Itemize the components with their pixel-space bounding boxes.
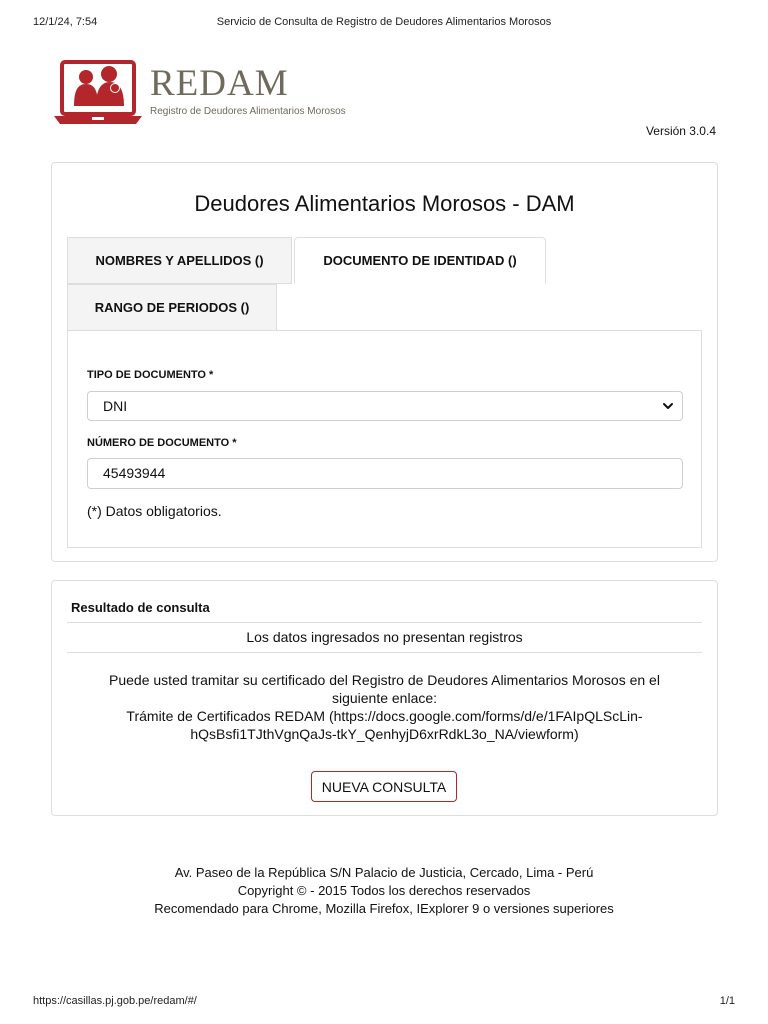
- logo-title: REDAM: [150, 63, 289, 104]
- footer-browser-note: Recomendado para Chrome, Mozilla Firefox, IExplorer 9 o versiones superiores: [154, 901, 614, 916]
- tipo-documento-label: TIPO DE DOCUMENTO *: [87, 369, 214, 381]
- print-header: [0, 16, 768, 30]
- redam-logo[interactable]: [52, 60, 352, 128]
- print-page-number: 1/1: [719, 995, 735, 1007]
- tab-rango-periodos[interactable]: [67, 284, 277, 331]
- certificate-link[interactable]: Trámite de Certificados REDAM (https://docs.google.com/forms/d/e/1FAIpQLScLin-hQsBsfi1TJthVgnQaJs-tkY_QenhyjD6xrRdkL3o_NA/viewform): [126, 708, 643, 742]
- footer-address: Av. Paseo de la República S/N Palacio de Justicia, Cercado, Lima - Perú: [174, 865, 594, 880]
- site-footer: [0, 864, 768, 918]
- numero-documento-label: NÚMERO DE DOCUMENTO *: [87, 437, 237, 449]
- required-fields-note: (*) Datos obligatorios.: [87, 503, 222, 519]
- print-url: https://casillas.pj.gob.pe/redam/#/: [33, 995, 197, 1007]
- numero-documento-value: 45493944: [103, 465, 166, 481]
- version-label: Versión 3.0.4: [645, 124, 716, 138]
- tab-label: DOCUMENTO DE IDENTIDAD (): [323, 253, 517, 268]
- print-page-title: Servicio de Consulta de Registro de Deudores Alimentarios Morosos: [216, 16, 552, 28]
- page-title: Deudores Alimentarios Morosos - DAM: [194, 191, 575, 216]
- result-message: Los datos ingresados no presentan registros: [67, 622, 702, 653]
- certificate-info: [82, 671, 687, 743]
- result-card: [51, 580, 718, 816]
- chevron-down-icon: [662, 400, 674, 412]
- certificate-info-text: Puede usted tramitar su certificado del Registro de Deudores Alimentarios Morosos en el siguiente enlace:: [109, 672, 660, 706]
- print-footer: [0, 995, 768, 1009]
- nueva-consulta-button[interactable]: NUEVA CONSULTA: [311, 771, 457, 802]
- numero-documento-input[interactable]: [87, 458, 683, 489]
- logo-subtitle: Registro de Deudores Alimentarios Morosos: [150, 106, 346, 117]
- redam-laptop-family-logo-icon: [52, 60, 144, 126]
- print-date: 12/1/24, 7:54: [33, 16, 98, 28]
- tab-nombres-apellidos[interactable]: [67, 237, 292, 284]
- tab-documento-identidad[interactable]: [294, 237, 546, 284]
- result-heading: Resultado de consulta: [71, 600, 210, 615]
- tipo-documento-value: DNI: [103, 398, 128, 414]
- footer-copyright: Copyright © - 2015 Todos los derechos reservados: [237, 883, 531, 898]
- document-search-form: [67, 330, 702, 548]
- tab-label: RANGO DE PERIODOS (): [94, 300, 250, 315]
- search-card: [51, 162, 718, 562]
- tab-label: NOMBRES Y APELLIDOS (): [95, 253, 264, 268]
- tipo-documento-select[interactable]: [87, 391, 683, 421]
